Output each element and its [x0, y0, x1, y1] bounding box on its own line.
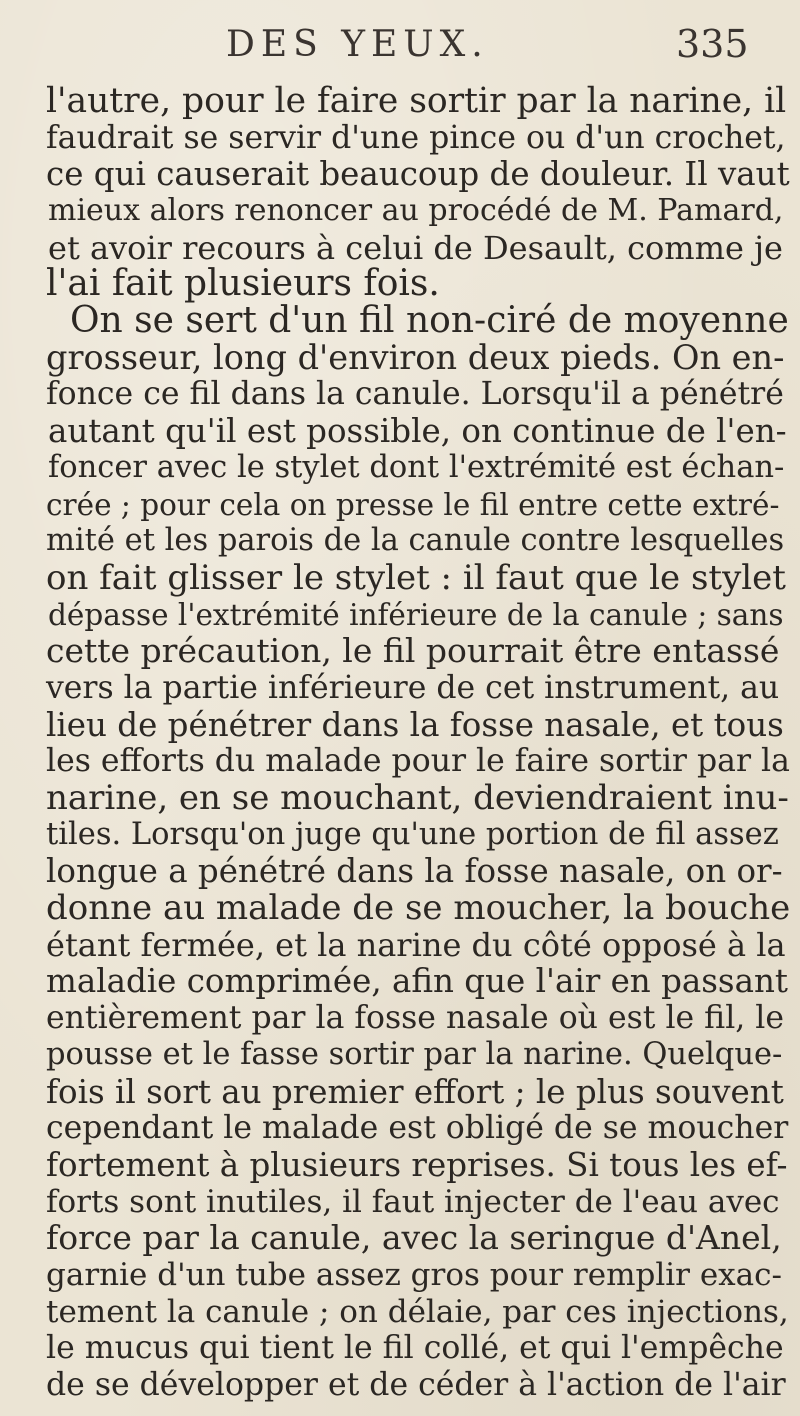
text-line: donne au malade de se moucher, la bouche [46, 888, 791, 929]
text-line: les efforts du malade pour le faire sortir par la [46, 743, 790, 780]
text-line: fortement à plusieurs reprises. Si tous les ef- [46, 1145, 788, 1184]
text-line: tement la canule ; on délaie, par ces injections, [46, 1293, 789, 1330]
text-line: fois il sort au premier effort ; le plus souvent [46, 1072, 784, 1111]
text-line: longue a pénétré dans la fosse nasale, on or- [46, 852, 783, 891]
text-line: fonce ce fil dans la canule. Lorsqu'il a pénétré [46, 376, 784, 413]
text-line: pousse et le fasse sortir par la narine. Quelque- [46, 1036, 783, 1072]
text-line: On se sert d'un fil non-ciré de moyenne [70, 300, 789, 342]
text-line: étant fermée, et la narine du côté opposé à la [46, 925, 786, 964]
text-line: faudrait se servir d'une pince ou d'un crochet, [46, 119, 786, 156]
text-line: cette précaution, le fil pourrait être entassé [46, 631, 780, 671]
text-line: on fait glisser le stylet : il faut que le stylet [46, 557, 786, 598]
text-line: narine, en se mouchant, deviendraient inu- [46, 778, 789, 819]
text-line: vers la partie inférieure de cet instrument, au [46, 669, 780, 706]
text-line: mité et les parois de la canule contre lesquelles [46, 523, 785, 559]
text-line: forts sont inutiles, il faut injecter de l'eau avec [46, 1183, 780, 1220]
text-line: garnie d'un tube assez gros pour remplir exac- [46, 1256, 782, 1293]
text-line: maladie comprimée, afin que l'air en passant [46, 962, 788, 1001]
text-line: autant qu'il est possible, on continue de l'en- [48, 412, 787, 451]
page-header [0, 20, 800, 76]
text-line: le mucus qui tient le fil collé, et qui l'empêche [46, 1330, 784, 1367]
text-line: cependant le malade est obligé de se moucher [46, 1110, 789, 1147]
text-line: dépasse l'extrémité inférieure de la canule ; sans [48, 597, 784, 632]
running-head: DES YEUX. [226, 24, 489, 65]
text-line: mieux alors renoncer au procédé de M. Pamard, [48, 193, 784, 229]
text-line: grosseur, long d'environ deux pieds. On en- [46, 337, 785, 377]
text-line: et avoir recours à celui de Desault, comme je [48, 228, 783, 267]
text-line: ce qui causerait beaucoup de douleur. Il vaut [46, 155, 790, 194]
text-line: de se développer et de céder à l'action de l'air [46, 1367, 786, 1403]
text-line: tiles. Lorsqu'on juge qu'une portion de fil assez [46, 816, 779, 852]
text-line: foncer avec le stylet dont l'extrémité est échan- [48, 449, 785, 485]
text-line: l'ai fait plusieurs fois. [46, 263, 440, 305]
text-line: force par la canule, avec la seringue d'Anel, [46, 1218, 782, 1258]
text-line: l'autre, pour le faire sortir par la narine, il [46, 81, 787, 121]
text-line: crée ; pour cela on presse le fil entre cette extré- [46, 487, 780, 522]
text-line: entièrement par la fosse nasale où est le fil, le [46, 1000, 785, 1037]
page-number: 335 [676, 22, 749, 66]
text-line: lieu de pénétrer dans la fosse nasale, et tous [46, 705, 784, 744]
